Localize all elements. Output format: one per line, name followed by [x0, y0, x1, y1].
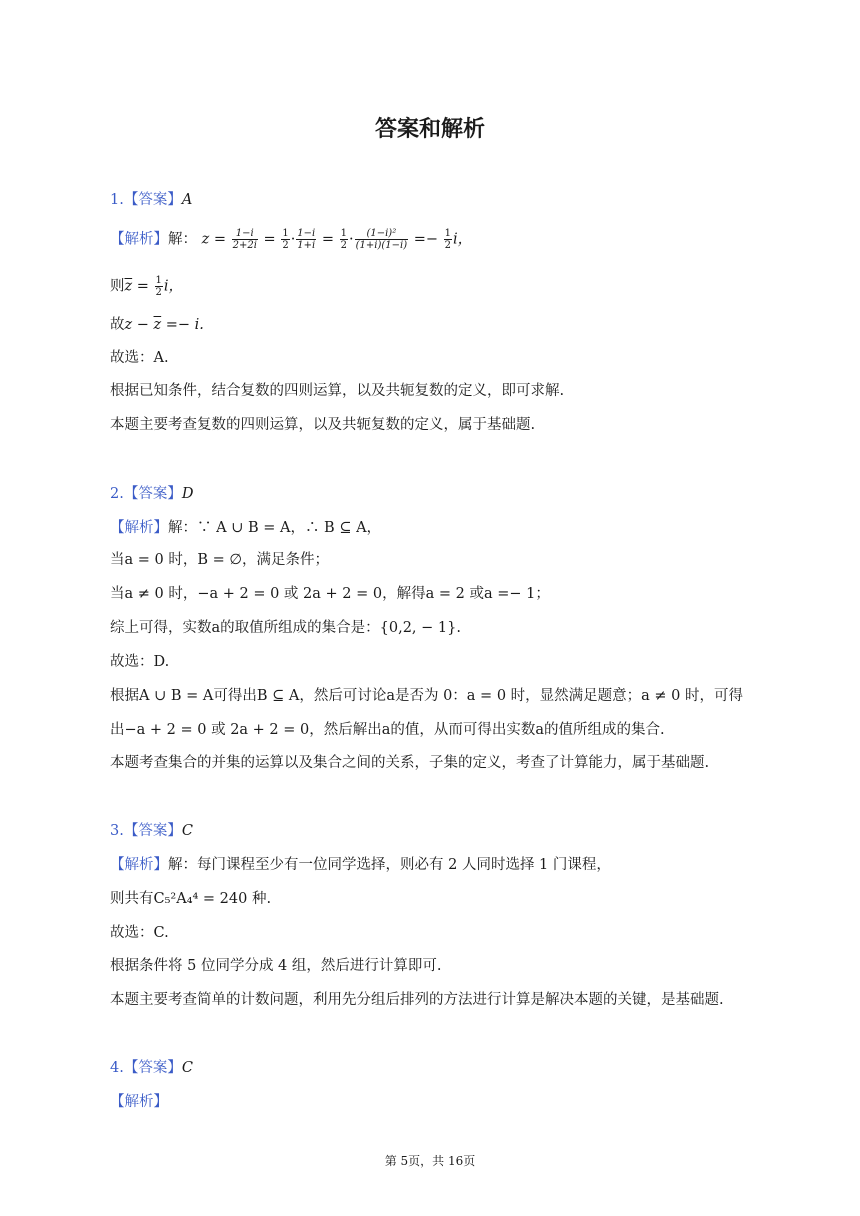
q2-line-3: 当a ≠ 0 时，−a + 2 = 0 或 2a + 2 = 0，解得a = 2 或a =− 1； — [110, 586, 550, 602]
q1-fraction-6-den: 2 — [444, 240, 451, 251]
q4-number: 4. — [110, 1060, 124, 1076]
q3-answer-line — [110, 821, 193, 841]
q1-l2-end: i， — [163, 278, 184, 295]
q3-analysis-tag: 【解析】 — [110, 857, 168, 873]
q1-eq-4: =− — [413, 231, 439, 248]
q1-l3-prefix: 故 — [110, 317, 125, 333]
q1-fraction-5 — [355, 228, 408, 251]
q1-l3-zbar: $\overline{z}$ — [153, 317, 162, 333]
q1-fraction-3 — [296, 228, 316, 251]
q1-dot-1: · — [290, 231, 296, 248]
q1-l2-fraction-num: 1 — [155, 275, 162, 286]
q1-fraction-6-num: 1 — [444, 228, 451, 239]
q1-fraction-1 — [232, 228, 258, 251]
q4-answer: C — [181, 1060, 193, 1076]
q1-fraction-4 — [340, 228, 348, 251]
q1-l2-fraction — [155, 275, 163, 298]
q1-answer-line — [110, 190, 192, 210]
q1-fraction-2-num: 1 — [282, 228, 289, 239]
q1-line-3 — [110, 315, 204, 335]
q3-line-1: 解：每门课程至少有一位同学选择，则必有 2 人同时选择 1 门课程， — [168, 857, 611, 873]
q3-answer-tag: 【答案】 — [123, 823, 182, 839]
q1-analysis-tag: 【解析】 — [110, 231, 168, 248]
q4-answer-tag: 【答案】 — [123, 1060, 182, 1076]
q2-line-1: 解：∵ A ∪ B = A，∴ B ⊆ A， — [168, 520, 382, 536]
q1-line-6: 本题主要考查复数的四则运算，以及共轭复数的定义，属于基础题. — [110, 417, 536, 433]
q1-line-4: 故选：A. — [110, 350, 169, 366]
q1-analysis-line — [110, 228, 472, 251]
page-footer: 第 5页，共 16页 — [384, 1154, 476, 1168]
q2-answer: D — [181, 486, 194, 502]
q1-fraction-5-num: (1−i)² — [355, 228, 408, 240]
q1-eq-end: i， — [453, 231, 473, 248]
q1-fraction-1-num: 1−i — [232, 228, 258, 240]
q1-fraction-1-den: 2+2i — [232, 240, 257, 251]
q1-fraction-2 — [281, 228, 289, 251]
q1-l2-fraction-den: 2 — [155, 287, 162, 298]
q2-analysis-tag: 【解析】 — [110, 520, 168, 536]
q3-analysis-line — [110, 855, 611, 875]
q1-l3-z: z − — [124, 317, 154, 333]
q1-eq-lhs: z = — [201, 231, 227, 248]
q2-line-4: 综上可得，实数a的取值所组成的集合是：{0,2, − 1}. — [110, 620, 461, 636]
q4-answer-line — [110, 1058, 193, 1078]
q1-answer: A — [181, 192, 193, 208]
q1-fraction-6 — [444, 228, 452, 251]
q1-dot-2: · — [349, 231, 354, 248]
q3-line-4: 根据条件将 5 位同学分成 4 组，然后进行计算即可. — [110, 958, 442, 974]
q1-solution-prefix: 解： — [168, 231, 197, 248]
q2-answer-tag: 【答案】 — [123, 486, 182, 502]
q4-analysis-tag: 【解析】 — [110, 1094, 168, 1110]
q2-line-7: 出−a + 2 = 0 或 2a + 2 = 0，然后解出a的值，从而可得出实数a的值所组成的集合. — [110, 722, 665, 738]
q1-fraction-4-den: 2 — [340, 240, 347, 251]
q1-number: 1. — [110, 192, 124, 208]
q1-l2-prefix: 则 — [110, 278, 125, 295]
q1-fraction-5-den: (1+i)(1−i) — [355, 240, 408, 251]
q1-eq-3: = — [321, 231, 335, 248]
q2-line-2: 当a = 0 时，B = ∅，满足条件； — [110, 552, 330, 568]
page-title: 答案和解析 — [374, 117, 485, 142]
q1-fraction-3-num: 1−i — [297, 228, 316, 239]
q2-number: 2. — [110, 486, 124, 502]
q2-line-6: 根据A ∪ B = A可得出B ⊆ A，然后可讨论a是否为 0：a = 0 时，显然满足题意；a ≠ 0 时，可得 — [110, 688, 743, 704]
q1-eq-2: = — [263, 231, 276, 248]
q1-l3-end: =− i. — [161, 317, 204, 333]
q3-line-5: 本题主要考查简单的计数问题，利用先分组后排列的方法进行计算是解决本题的关键，是基础题. — [110, 992, 724, 1008]
q4-analysis-line — [110, 1092, 168, 1112]
q2-answer-line — [110, 484, 193, 504]
q1-line-5: 根据已知条件，结合复数的四则运算，以及共轭复数的定义，即可求解. — [110, 383, 565, 399]
q2-analysis-line — [110, 518, 381, 538]
q2-line-8: 本题考查集合的并集的运算以及集合之间的关系，子集的定义，考查了计算能力，属于基础题. — [110, 755, 710, 771]
q1-fraction-2-den: 2 — [282, 240, 289, 251]
q1-answer-tag: 【答案】 — [123, 192, 182, 208]
q2-line-5: 故选：D. — [110, 654, 170, 670]
q1-fraction-4-num: 1 — [340, 228, 347, 239]
q1-fraction-3-den: 1+i — [297, 240, 316, 251]
q3-number: 3. — [110, 823, 124, 839]
q3-answer: C — [181, 823, 193, 839]
q1-l2-zbar: $\overline{z}$ — [124, 278, 133, 295]
q3-line-2: 则共有C₅²A₄⁴ = 240 种. — [110, 891, 272, 907]
q1-line-2 — [110, 275, 183, 298]
q1-l2-eq: = — [132, 278, 154, 295]
q3-line-3: 故选：C. — [110, 925, 169, 941]
